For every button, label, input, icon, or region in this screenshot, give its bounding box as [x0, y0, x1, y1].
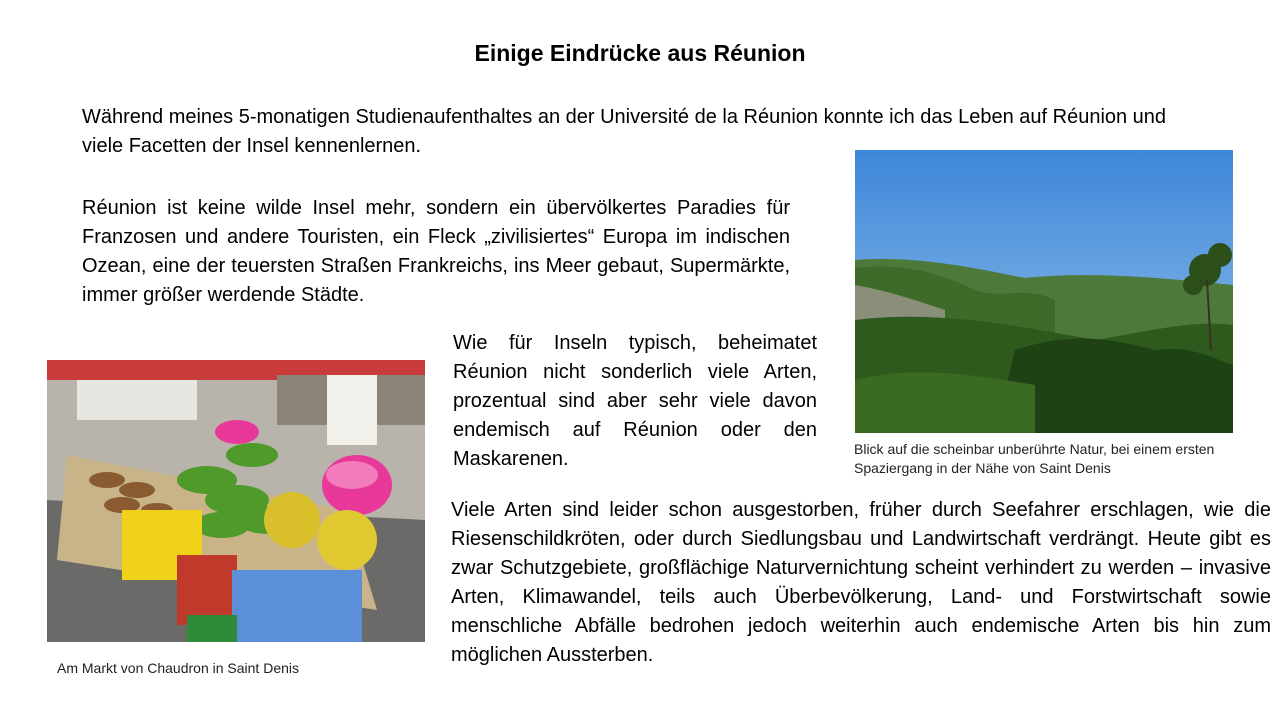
species-paragraph: Wie für Inseln typisch, beheimatet Réunion nicht sonderlich viele Arten, prozentual sind aber sehr viele davon endemisch auf Réunion oder den Maskarenen. — [453, 332, 817, 470]
nature-photo — [855, 150, 1233, 433]
extinction-paragraph: Viele Arten sind leider schon ausgestorben, früher durch Seefahrer erschlagen, wie die Riesenschildkröten, oder durch Siedlungsbau und Landwirtschaft verdrängt. Heute gibt es zwar Schutzgebiete, großflächige Naturvernichtung scheint verhindert zu werden – invasive Arten, Klimawandel, teils auch Überbevölkerung, Land- und Forstwirtschaft sowie menschliche Abfälle bedrohen jedoch weiterhin auch endemische Arten bis hin zum möglichen Aussterben. — [451, 499, 1271, 666]
intro-paragraph: Während meines 5-monatigen Studienaufenthaltes an der Université de la Réunion konnte ich das Leben auf Réunion und viele Facetten der Insel kennenlernen. — [82, 106, 1167, 157]
market-photo — [47, 360, 425, 642]
nature-photo-caption: Blick auf die scheinbar unberührte Natur, bei einem ersten Spaziergang in der Nähe von Saint Denis — [854, 441, 1215, 476]
civilization-paragraph: Réunion ist keine wilde Insel mehr, sondern ein übervölkertes Paradies für Franzosen und andere Touristen, ein Fleck „zivilisiertes“ Europa im indischen Ozean, eine der teuersten Straßen Frankreichs, ins Meer gebaut, Supermärkte, immer größer werdende Städte. — [82, 197, 790, 306]
market-photo-caption: Am Markt von Chaudron in Saint Denis — [57, 660, 299, 676]
page-title: Einige Eindrücke aus Réunion — [474, 40, 806, 66]
